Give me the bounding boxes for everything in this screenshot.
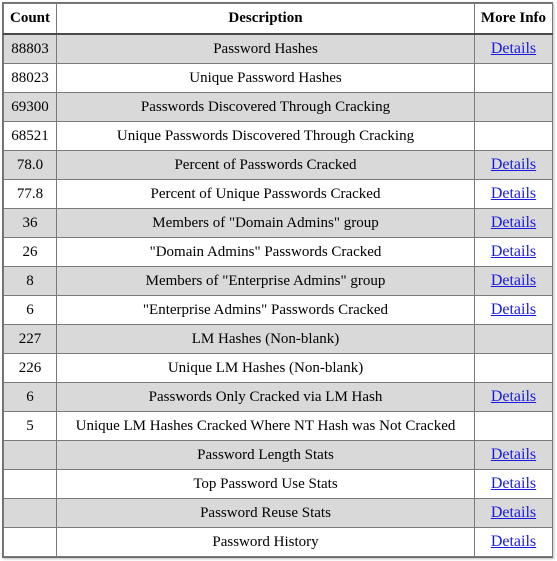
table-row (4, 499, 553, 528)
table-row (4, 151, 553, 180)
count-cell: 26 (4, 238, 57, 267)
description-cell: LM Hashes (Non-blank) (57, 325, 475, 354)
more-info-cell (475, 354, 553, 383)
more-info-cell (475, 64, 553, 93)
description-cell: Password Hashes (57, 34, 475, 64)
details-link[interactable]: Details (490, 243, 537, 260)
description-cell: Unique LM Hashes Cracked Where NT Hash was Not Cracked (57, 412, 475, 441)
description-cell: Top Password Use Stats (57, 470, 475, 499)
details-link[interactable]: Details (490, 533, 537, 550)
count-cell (4, 470, 57, 499)
details-link[interactable]: Details (490, 475, 537, 492)
more-info-cell (475, 296, 553, 325)
details-link[interactable]: Details (490, 301, 537, 318)
more-info-cell (475, 267, 553, 296)
table-row (4, 470, 553, 499)
description-cell: Password History (57, 528, 475, 557)
count-cell (4, 528, 57, 557)
table-row (4, 209, 553, 238)
description-cell: "Enterprise Admins" Passwords Cracked (57, 296, 475, 325)
count-cell: 226 (4, 354, 57, 383)
more-info-cell (475, 93, 553, 122)
table-row (4, 180, 553, 209)
table-row (4, 441, 553, 470)
description-cell: Unique LM Hashes (Non-blank) (57, 354, 475, 383)
details-link[interactable]: Details (490, 214, 537, 231)
password-stats-table (3, 3, 553, 557)
description-cell: Password Reuse Stats (57, 499, 475, 528)
table-row (4, 34, 553, 64)
count-cell: 6 (4, 383, 57, 412)
table-row (4, 64, 553, 93)
description-cell: Percent of Unique Passwords Cracked (57, 180, 475, 209)
table-row (4, 93, 553, 122)
details-link[interactable]: Details (490, 156, 537, 173)
table-row (4, 296, 553, 325)
description-cell: Unique Passwords Discovered Through Cracking (57, 122, 475, 151)
count-cell (4, 499, 57, 528)
description-cell: Passwords Discovered Through Cracking (57, 93, 475, 122)
count-cell (4, 441, 57, 470)
more-info-cell (475, 151, 553, 180)
count-cell: 88803 (4, 34, 57, 64)
more-info-cell (475, 325, 553, 354)
more-info-cell (475, 412, 553, 441)
details-link[interactable]: Details (490, 185, 537, 202)
count-cell: 77.8 (4, 180, 57, 209)
more-info-cell (475, 209, 553, 238)
count-column-header: Count (4, 4, 57, 35)
table-row (4, 528, 553, 557)
more-info-cell (475, 470, 553, 499)
more-info-cell (475, 122, 553, 151)
table-row (4, 122, 553, 151)
table-row (4, 325, 553, 354)
description-cell: Password Length Stats (57, 441, 475, 470)
count-cell: 88023 (4, 64, 57, 93)
count-cell: 6 (4, 296, 57, 325)
count-cell: 78.0 (4, 151, 57, 180)
details-link[interactable]: Details (490, 272, 537, 289)
count-cell: 68521 (4, 122, 57, 151)
description-cell: Members of "Enterprise Admins" group (57, 267, 475, 296)
table-row (4, 267, 553, 296)
more-info-cell (475, 34, 553, 64)
table-row (4, 412, 553, 441)
more-info-cell (475, 238, 553, 267)
count-cell: 69300 (4, 93, 57, 122)
description-cell: Members of "Domain Admins" group (57, 209, 475, 238)
count-cell: 5 (4, 412, 57, 441)
count-cell: 8 (4, 267, 57, 296)
description-cell: Passwords Only Cracked via LM Hash (57, 383, 475, 412)
details-link[interactable]: Details (490, 446, 537, 463)
table-row (4, 354, 553, 383)
description-cell: Unique Password Hashes (57, 64, 475, 93)
details-link[interactable]: Details (490, 388, 537, 405)
more-info-cell (475, 441, 553, 470)
table-header-row (4, 4, 553, 35)
more-info-cell (475, 528, 553, 557)
description-cell: "Domain Admins" Passwords Cracked (57, 238, 475, 267)
table-row (4, 383, 553, 412)
more-info-cell (475, 499, 553, 528)
table-row (4, 238, 553, 267)
description-cell: Percent of Passwords Cracked (57, 151, 475, 180)
description-column-header: Description (57, 4, 475, 35)
more-info-cell (475, 180, 553, 209)
stats-table-frame (2, 2, 553, 558)
details-link[interactable]: Details (490, 504, 537, 521)
more-info-cell (475, 383, 553, 412)
more-info-column-header: More Info (475, 4, 553, 35)
count-cell: 227 (4, 325, 57, 354)
count-cell: 36 (4, 209, 57, 238)
details-link[interactable]: Details (490, 40, 537, 57)
